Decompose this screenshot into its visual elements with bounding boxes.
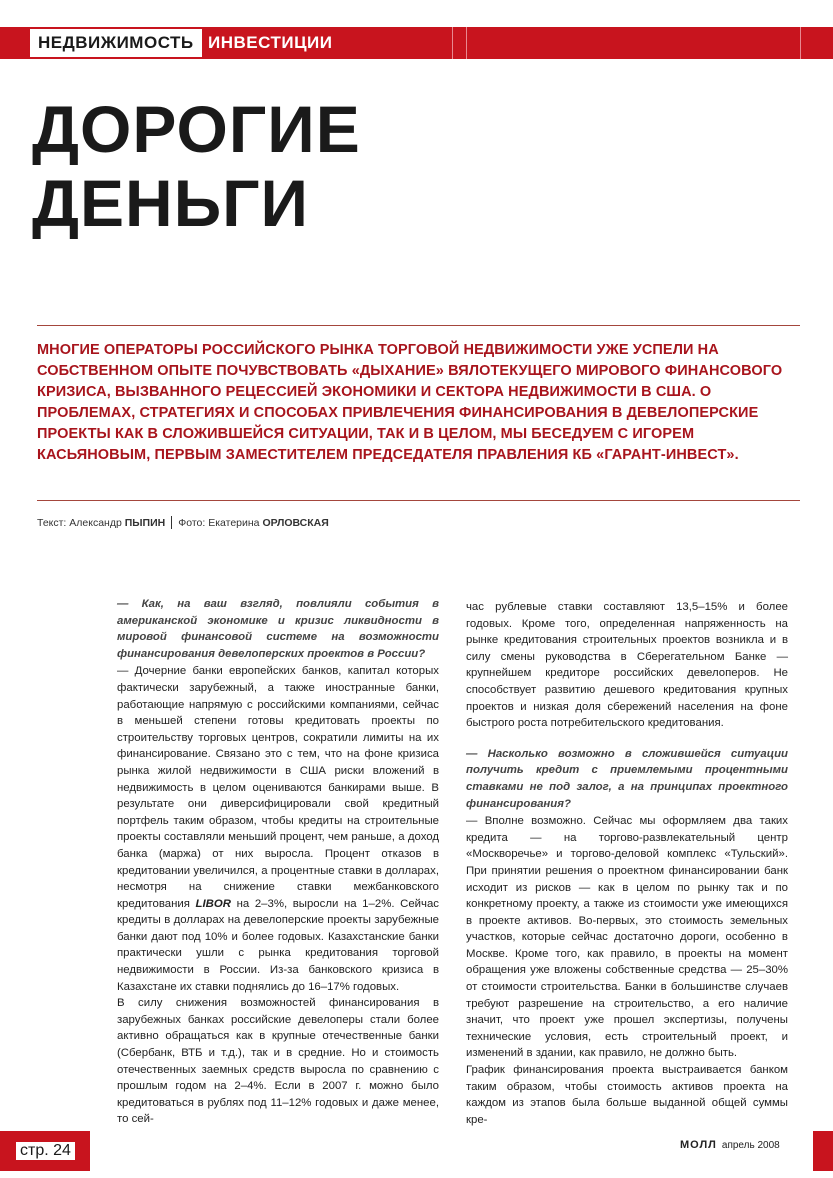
interview-answer-continued: час рублевые ставки составляют 13,5–15% и более годовых. Кроме того, определенная напряженность на рынке кредитования строительных проектов возникла и в силу смены руководства в Сберегательном Банке — крупнейшем кредиторе российских девелоперов. Не способствует развитию дешевого кредитования крупных проектов и низкая доля сбережений населения на фоне быстрого роста потребительского кредитования. xyxy=(466,601,788,730)
photo-credit-label: Фото: Екатерина xyxy=(178,516,260,529)
article-title xyxy=(32,92,361,240)
text-credit-label: Текст: Александр xyxy=(37,516,122,529)
header-divider xyxy=(452,27,453,59)
interview-question: — Насколько возможно в сложившейся ситуации получить кредит с приемлемыми процентными ставками не под залог, а на принципах проектного финансирования? xyxy=(466,747,788,810)
magazine-issue: апрель 2008 xyxy=(721,1140,780,1151)
title-line-1: ДОРОГИЕ xyxy=(32,92,361,166)
lead-bottom-rule xyxy=(37,500,800,501)
header-divider xyxy=(800,27,801,59)
interview-answer xyxy=(117,663,439,995)
libor-term: LIBOR xyxy=(195,897,231,910)
footer-accent-right xyxy=(813,1131,833,1171)
interview-answer: — Вполне возможно. Сейчас мы оформляем два таких кредита — на торгово-развлекательный центр «Москворечье» и торгово-деловой комплекс «Тульский». При принятии решения о проектном финансировании банк исходит из рисков — как в целом по рынку так и по конкретному проекту, а также из стоимости уже имеющихся в проекте активов. Во-первых, это стоимость земельных участков, которые сейчас достаточно дороги, особенно в Москве. Кроме того, как правило, в проекты на момент обращения уже вложены собственные средства — 25–30% от стоимости строительства. Банки в большинстве случаев требуют разрешение на строительство, а его наличие значит, что проект уже прошел экспертизы, получены технические условия, есть строительный проект, и изменений в здании, как правило, не должно быть. xyxy=(466,815,788,1060)
subsection-label: ИНВЕСТИЦИИ xyxy=(208,33,333,52)
article-column-2 xyxy=(466,599,788,1128)
text-credit-author: ПЫПИН xyxy=(124,516,166,529)
header-divider xyxy=(466,27,467,59)
magazine-name: МОЛЛ xyxy=(680,1139,717,1151)
interview-answer-paragraph: График финансирования проекта выстраивается банком таким образом, чтобы стоимость активов проекта на каждом из этапов была больше выданной общей суммы кре- xyxy=(466,1064,788,1126)
photo-credit-author: ОРЛОВСКАЯ xyxy=(262,516,329,529)
article-column-1 xyxy=(117,596,439,1128)
article-lead: МНОГИЕ ОПЕРАТОРЫ РОССИЙСКОГО РЫНКА ТОРГОВОЙ НЕДВИЖИМОСТИ УЖЕ УСПЕЛИ НА СОБСТВЕННОМ ОПЫТЕ ПОЧУВСТВОВАТЬ «ДЫХАНИЕ» ВЯЛОТЕКУЩЕГО МИРОВОГО ФИНАНСОВОГО КРИЗИСА, ВЫЗВАННОГО РЕЦЕССИЕЙ ЭКОНОМИКИ И СЕКТОРА НЕДВИЖИМОСТИ В США. О ПРОБЛЕМАХ, СТРАТЕГИЯХ И СПОСОБАХ ПРИВЛЕЧЕНИЯ ФИНАНСИРОВАНИЯ В ДЕВЕЛОПЕРСКИЕ ПРОЕКТЫ КАК В СЛОЖИВШЕЙСЯ СИТУАЦИИ, ТАК И В ЦЕЛОМ, МЫ БЕСЕДУЕМ С ИГОРЕМ КАСЬЯНОВЫМ, ПЕРВЫМ ЗАМЕСТИТЕЛЕМ ПРЕДСЕДАТЕЛЯ ПРАВЛЕНИЯ КБ «ГАРАНТ-ИНВЕСТ». xyxy=(37,342,783,463)
interview-question: — Как, на ваш взгляд, повлияли события в американской экономике и кризис ликвидности в мировой финансовой системе на возможности финансирования девелоперских проектов в России? xyxy=(117,598,439,660)
page-number: стр. 24 xyxy=(16,1142,75,1160)
magazine-footer xyxy=(680,1139,780,1151)
article-credits xyxy=(37,516,329,529)
interview-answer-paragraph: В силу снижения возможностей финансирования в зарубежных банках российские девелоперы стали более активно обращаться как в крупные отечественные банки (Сбербанк, ВТБ и т.д.), так и в средние. Но и стоимость отечественных заемных средств выросла по сравнению с прошлым годом на 2–4%. Если в 2007 г. можно было кредитоваться в рублях под 11–12% годовых и даже менее, то сей- xyxy=(117,997,439,1126)
lead-top-rule xyxy=(37,325,800,326)
credits-divider xyxy=(171,516,172,529)
section-label: НЕДВИЖИМОСТЬ xyxy=(30,29,202,57)
answer-text: на 2–3%, выросли на 1–2%. Сейчас кредиты в долларах на девелоперские проекты зарубежные банки дают под 10% и более годовых. Казахстанские банки практически ушли с рынка кредитования торговой недвижимости в России. Из-за банковского кризиса в Казахстане их ставки поднялись до 16–17% годовых. xyxy=(117,897,439,993)
title-line-2: ДЕНЬГИ xyxy=(32,166,309,240)
answer-text: — Дочерние банки европейских банков, капитал которых фактически зарубежный, а также иностранные банки, работающие напрямую с российскими компаниями, сейчас в меньшей степени готовы кредитовать проекты по строительству торговых центров, сократили лимиты на их финансирование. Связано это с тем, что на фоне кризиса рынка жилой недвижимости в США риски вложений в недвижимость в целом оцениваются банкирами выше. В результате они диверсифицировали свой кредитный портфель таким образом, чтобы кредиты на строительные проекты составляли меньший процент, чем раньше, а доход банка (маржа) от них выросла. Процент отказов в кредитовании увеличился, а процентные ставки в долларах, несмотря на снижение ставки межбанковского кредитования xyxy=(117,665,439,910)
